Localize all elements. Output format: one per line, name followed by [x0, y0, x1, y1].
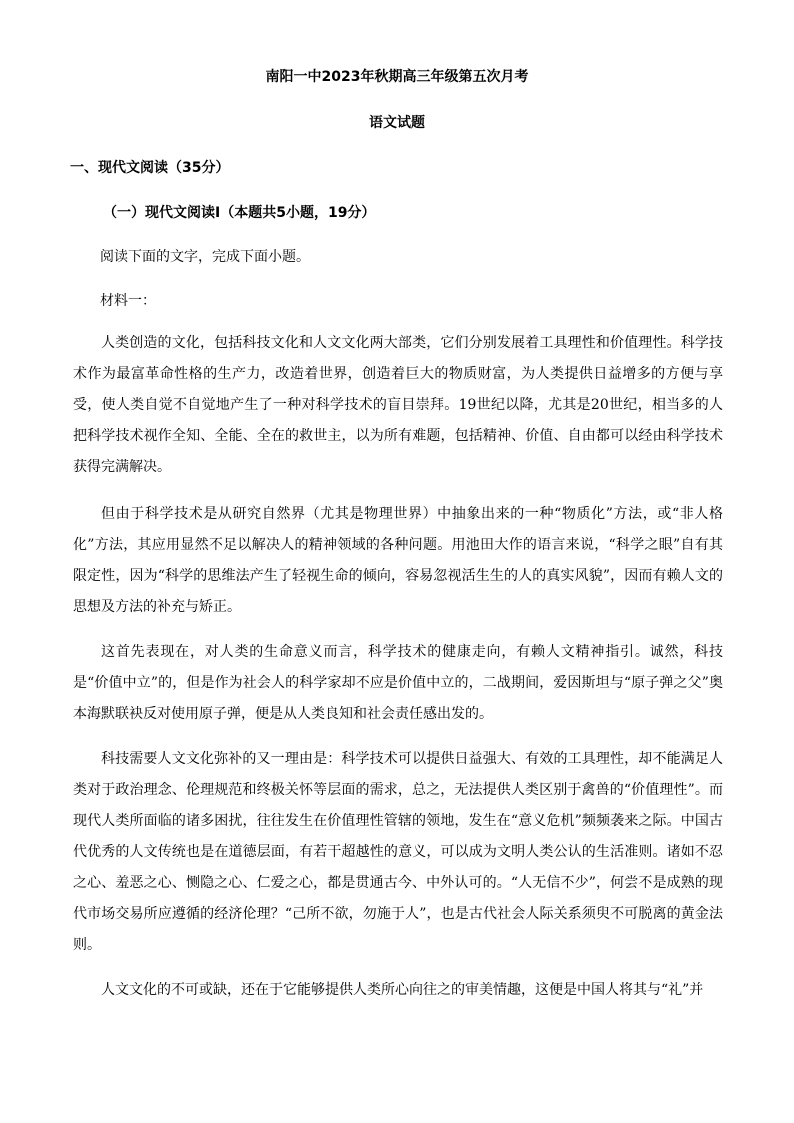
paragraph-2: 但由于科学技术是从研究自然界（尤其是物理世界）中抽象出来的一种“物质化”方法，或“非人格化”方法，其应用显然不足以解决人的精神领域的各种问题。用池田大作的语言来说，“科学之眼”自有其限定性，因为“科学的思维法产生了轻视生命的倾向，容易忽视活生生的人的真实风貌”，因而有赖人文的思想及方法的补充与矫正。 [73, 506, 723, 615]
subsection-heading: （一）现代文阅读Ⅰ（本题共5小题，19分） [103, 205, 376, 221]
paragraph-5: 人文文化的不可或缺，还在于它能够提供人类所心向往之的审美情趣，这便是中国人将其与“礼”并 [101, 982, 704, 998]
exam-subject: 语文试题 [369, 115, 425, 131]
exam-title: 南阳一中2023年秋期高三年级第五次月考 [265, 69, 529, 85]
reading-instruction: 阅读下面的文字，完成下面小题。 [100, 249, 310, 265]
paragraph-4: 科技需要人文文化弥补的又一理由是：科学技术可以提供日益强大、有效的工具理性，却不能满足人类对于政治理念、伦理规范和终极关怀等层面的需求，总之，无法提供人类区别于禽兽的“价值理性”。而现代人类所面临的诸多困扰，往往发生在价值理性管辖的领地，发生在“意义危机”频频袭来之际。中国古代优秀的人文传统也是在道德层面，有若干超越性的意义，可以成为文明人类公认的生活准则。诸如不忍之心、羞恶之心、恻隐之心、仁爱之心，都是贯通古今、中外认可的。“人无信不少”，何尝不是成熟的现代市场交易所应遵循的经济伦理？“己所不欲，勿施于人”，也是古代社会人际关系须臾不可脱离的黄金法则。 [73, 751, 723, 953]
material-label: 材料一： [100, 293, 156, 309]
section-heading: 一、现代文阅读（35分） [70, 160, 230, 176]
paragraph-1: 人类创造的文化，包括科技文化和人文文化两大部类，它们分别发展着工具理性和价值理性。科学技术作为最富革命性格的生产力，改造着世界，创造着巨大的物质财富，为人类提供日益增多的方便与享受，使人类自觉不自觉地产生了一种对科学技术的盲目崇拜。19世纪以降，尤其是20世纪，相当多的人把科学技术视作全知、全能、全在的救世主，以为所有难题，包括精神、价值、自由都可以经由科学技术获得完满解决。 [73, 335, 723, 475]
paragraph-3: 这首先表现在，对人类的生命意义而言，科学技术的健康走向，有赖人文精神指引。诚然，科技是“价值中立”的，但是作为社会人的科学家却不应是价值中立的，二战期间，爱因斯坦与“原子弹之父”奥本海默联袂反对使用原子弹，便是从人类良知和社会责任感出发的。 [73, 644, 723, 722]
